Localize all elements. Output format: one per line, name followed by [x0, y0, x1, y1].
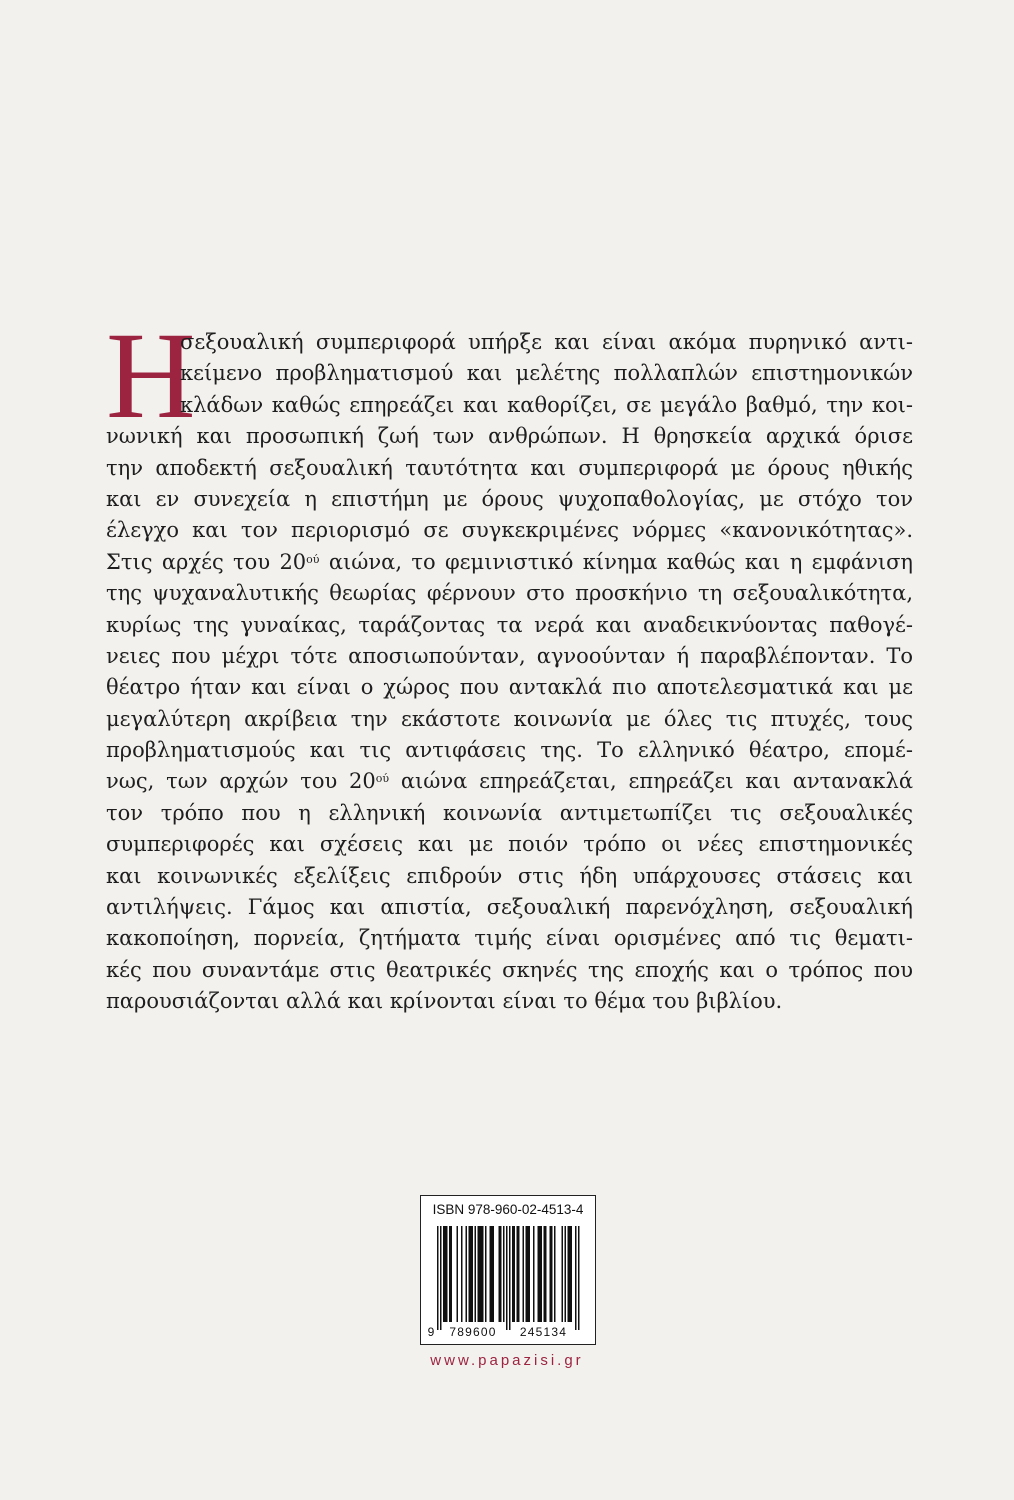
barcode-bar [523, 1226, 525, 1322]
barcode-bar [469, 1226, 471, 1322]
blurb-line: νωνική και προσωπική ζωή των ανθρώπων. Η θρησκεία αρχικά όρισε [106, 424, 913, 449]
blurb-line: νειες που μέχρι τότε αποσιωπούνταν, αγνοούνταν ή παραβλέπονταν. Το [106, 643, 913, 668]
blurb-line: κείμενο προβληματισμού και μελέτης πολλαπλών επιστημονικών [180, 361, 913, 386]
barcode-bar [493, 1226, 495, 1322]
barcode-bar [518, 1226, 520, 1322]
publisher-website[interactable]: www.papazisi.gr [430, 1352, 584, 1369]
blurb-line: μεγαλύτερη ακρίβεια την εκάστοτε κοινωνία με όλες τις πτυχές, τους [106, 706, 913, 731]
barcode-bar [550, 1226, 552, 1322]
blurb-line: νως, των αρχών του $20^{oύ}$ αιώνα επηρεάζεται, επηρεάζει και αντανακλά [106, 769, 914, 794]
barcode-bar [451, 1226, 453, 1322]
barcode-digits: 789600 [449, 1325, 497, 1339]
barcode-bar [538, 1226, 540, 1322]
barcode-bar [449, 1226, 451, 1322]
barcode-bar [482, 1226, 484, 1322]
barcode-bar [466, 1226, 468, 1322]
barcode-bar [541, 1226, 543, 1322]
barcode-bar [517, 1226, 519, 1322]
blurb-line: κυρίως της γυναίκας, ταράζοντας τα νερά και αναδεικνύοντας παθογέ- [106, 612, 913, 637]
barcode-bar [491, 1226, 493, 1322]
barcode-bar [470, 1226, 472, 1322]
blurb-line: κές που συναντάμε στις θεατρικές σκηνές της εποχής και ο τρόπος που [106, 957, 913, 982]
barcode-bar [575, 1226, 577, 1330]
barcode-bar [529, 1226, 531, 1322]
barcode-bar [481, 1226, 483, 1322]
barcode-bar [503, 1226, 505, 1322]
barcode-icon [429, 1226, 587, 1338]
barcode-bar [544, 1226, 546, 1322]
barcode-bar [565, 1226, 567, 1322]
blurb-line: κακοποίηση, πορνεία, ζητήματα τιμής είναι ορισμένες από τις θεματι- [106, 926, 913, 951]
blurb-line: σεξουαλική συμπεριφορά υπήρξε και είναι ακόμα πυρηνικό αντι- [180, 330, 913, 354]
barcode-bar [512, 1226, 514, 1322]
barcode-bar [509, 1226, 511, 1330]
barcode-bar [500, 1226, 502, 1322]
barcode-bar [554, 1226, 556, 1322]
barcode-bar [551, 1226, 553, 1322]
blurb-line: αντιλήψεις. Γάμος και απιστία, σεξουαλική παρενόχληση, σεξουαλική [106, 895, 913, 920]
barcode-bar [533, 1226, 535, 1322]
blurb-line: συμπεριφορές και σχέσεις και με ποιόν τρόπο οι νέες επιστημονικές [106, 832, 913, 857]
isbn-barcode-box [420, 1195, 596, 1345]
barcode-bar [562, 1226, 564, 1322]
barcode-bar [478, 1226, 480, 1322]
blurb-line: και εν συνεχεία η επιστήμη με όρους ψυχοπαθολογίας, με στόχο τον [106, 486, 913, 511]
barcode-digits: 245134 [519, 1325, 568, 1339]
barcode-bar [457, 1226, 459, 1322]
barcode-bar [506, 1226, 508, 1330]
barcode-bar [571, 1226, 573, 1322]
blurb-line: την αποδεκτή σεξουαλική ταυτότητα και συμπεριφορά με όρους ηθικής [106, 455, 913, 480]
blurb-line: έλεγχο και τον περιορισμό σε συγκεκριμένες νόρμες «κανονικότητας». [106, 518, 913, 543]
drop-cap: Η [106, 307, 196, 444]
blurb-line: και κοινωνικές εξελίξεις επιδρούν στις ήδη υπάρχουσες στάσεις και [106, 863, 913, 888]
barcode-bar [472, 1226, 474, 1322]
barcode-bar [545, 1226, 547, 1322]
barcode-bar [578, 1226, 580, 1330]
blurb-line: παρουσιάζονται αλλά και κρίνονται είναι το θέμα του βιβλίου. [106, 989, 783, 1014]
barcode-bar [526, 1226, 528, 1322]
barcode-bar [568, 1226, 570, 1322]
blurb-line: κλάδων καθώς επηρεάζει και καθορίζει, σε μεγάλο βαθμό, την κοι- [180, 392, 913, 417]
blurb-line: Στις αρχές του $20^{oύ}$ αιώνα, το φεμινιστικό κίνημα καθώς και η εμφάνιση [106, 549, 913, 574]
barcode-bar [485, 1226, 487, 1322]
barcode-bar [527, 1226, 529, 1322]
barcode-bar [461, 1226, 463, 1322]
blurb-line: τον τρόπο που η ελληνική κοινωνία αντιμετωπίζει τις σεξουαλικές [106, 800, 913, 825]
isbn-label: ISBN 978-960-02-4513-4 [432, 1202, 584, 1217]
barcode-bar [479, 1226, 481, 1322]
blurb-line: θέατρο ήταν και είναι ο χώρος που αντακλά πιο αποτελεσματικά και με [106, 675, 913, 700]
barcode-bar [437, 1226, 439, 1330]
barcode-bar [499, 1226, 501, 1322]
barcode-bar [445, 1226, 447, 1322]
barcode-bar [569, 1226, 571, 1322]
blurb-line: της ψυχαναλυτικής θεωρίας φέρνουν στο προσκήνιο τη σεξουαλικότητα, [106, 581, 913, 606]
barcode-bar [475, 1226, 477, 1322]
barcode-bar [446, 1226, 448, 1322]
blurb-line: προβληματισμούς και τις αντιφάσεις της. Το ελληνικό θέατρο, επομέ- [106, 738, 913, 763]
barcode-bar [440, 1226, 442, 1330]
barcode-bar [490, 1226, 492, 1322]
barcode-bar [539, 1226, 541, 1322]
blurb-text [106, 327, 913, 1018]
barcode-bar [514, 1226, 516, 1322]
barcode-bar [443, 1226, 445, 1322]
barcode-digits: 9 [427, 1325, 435, 1339]
